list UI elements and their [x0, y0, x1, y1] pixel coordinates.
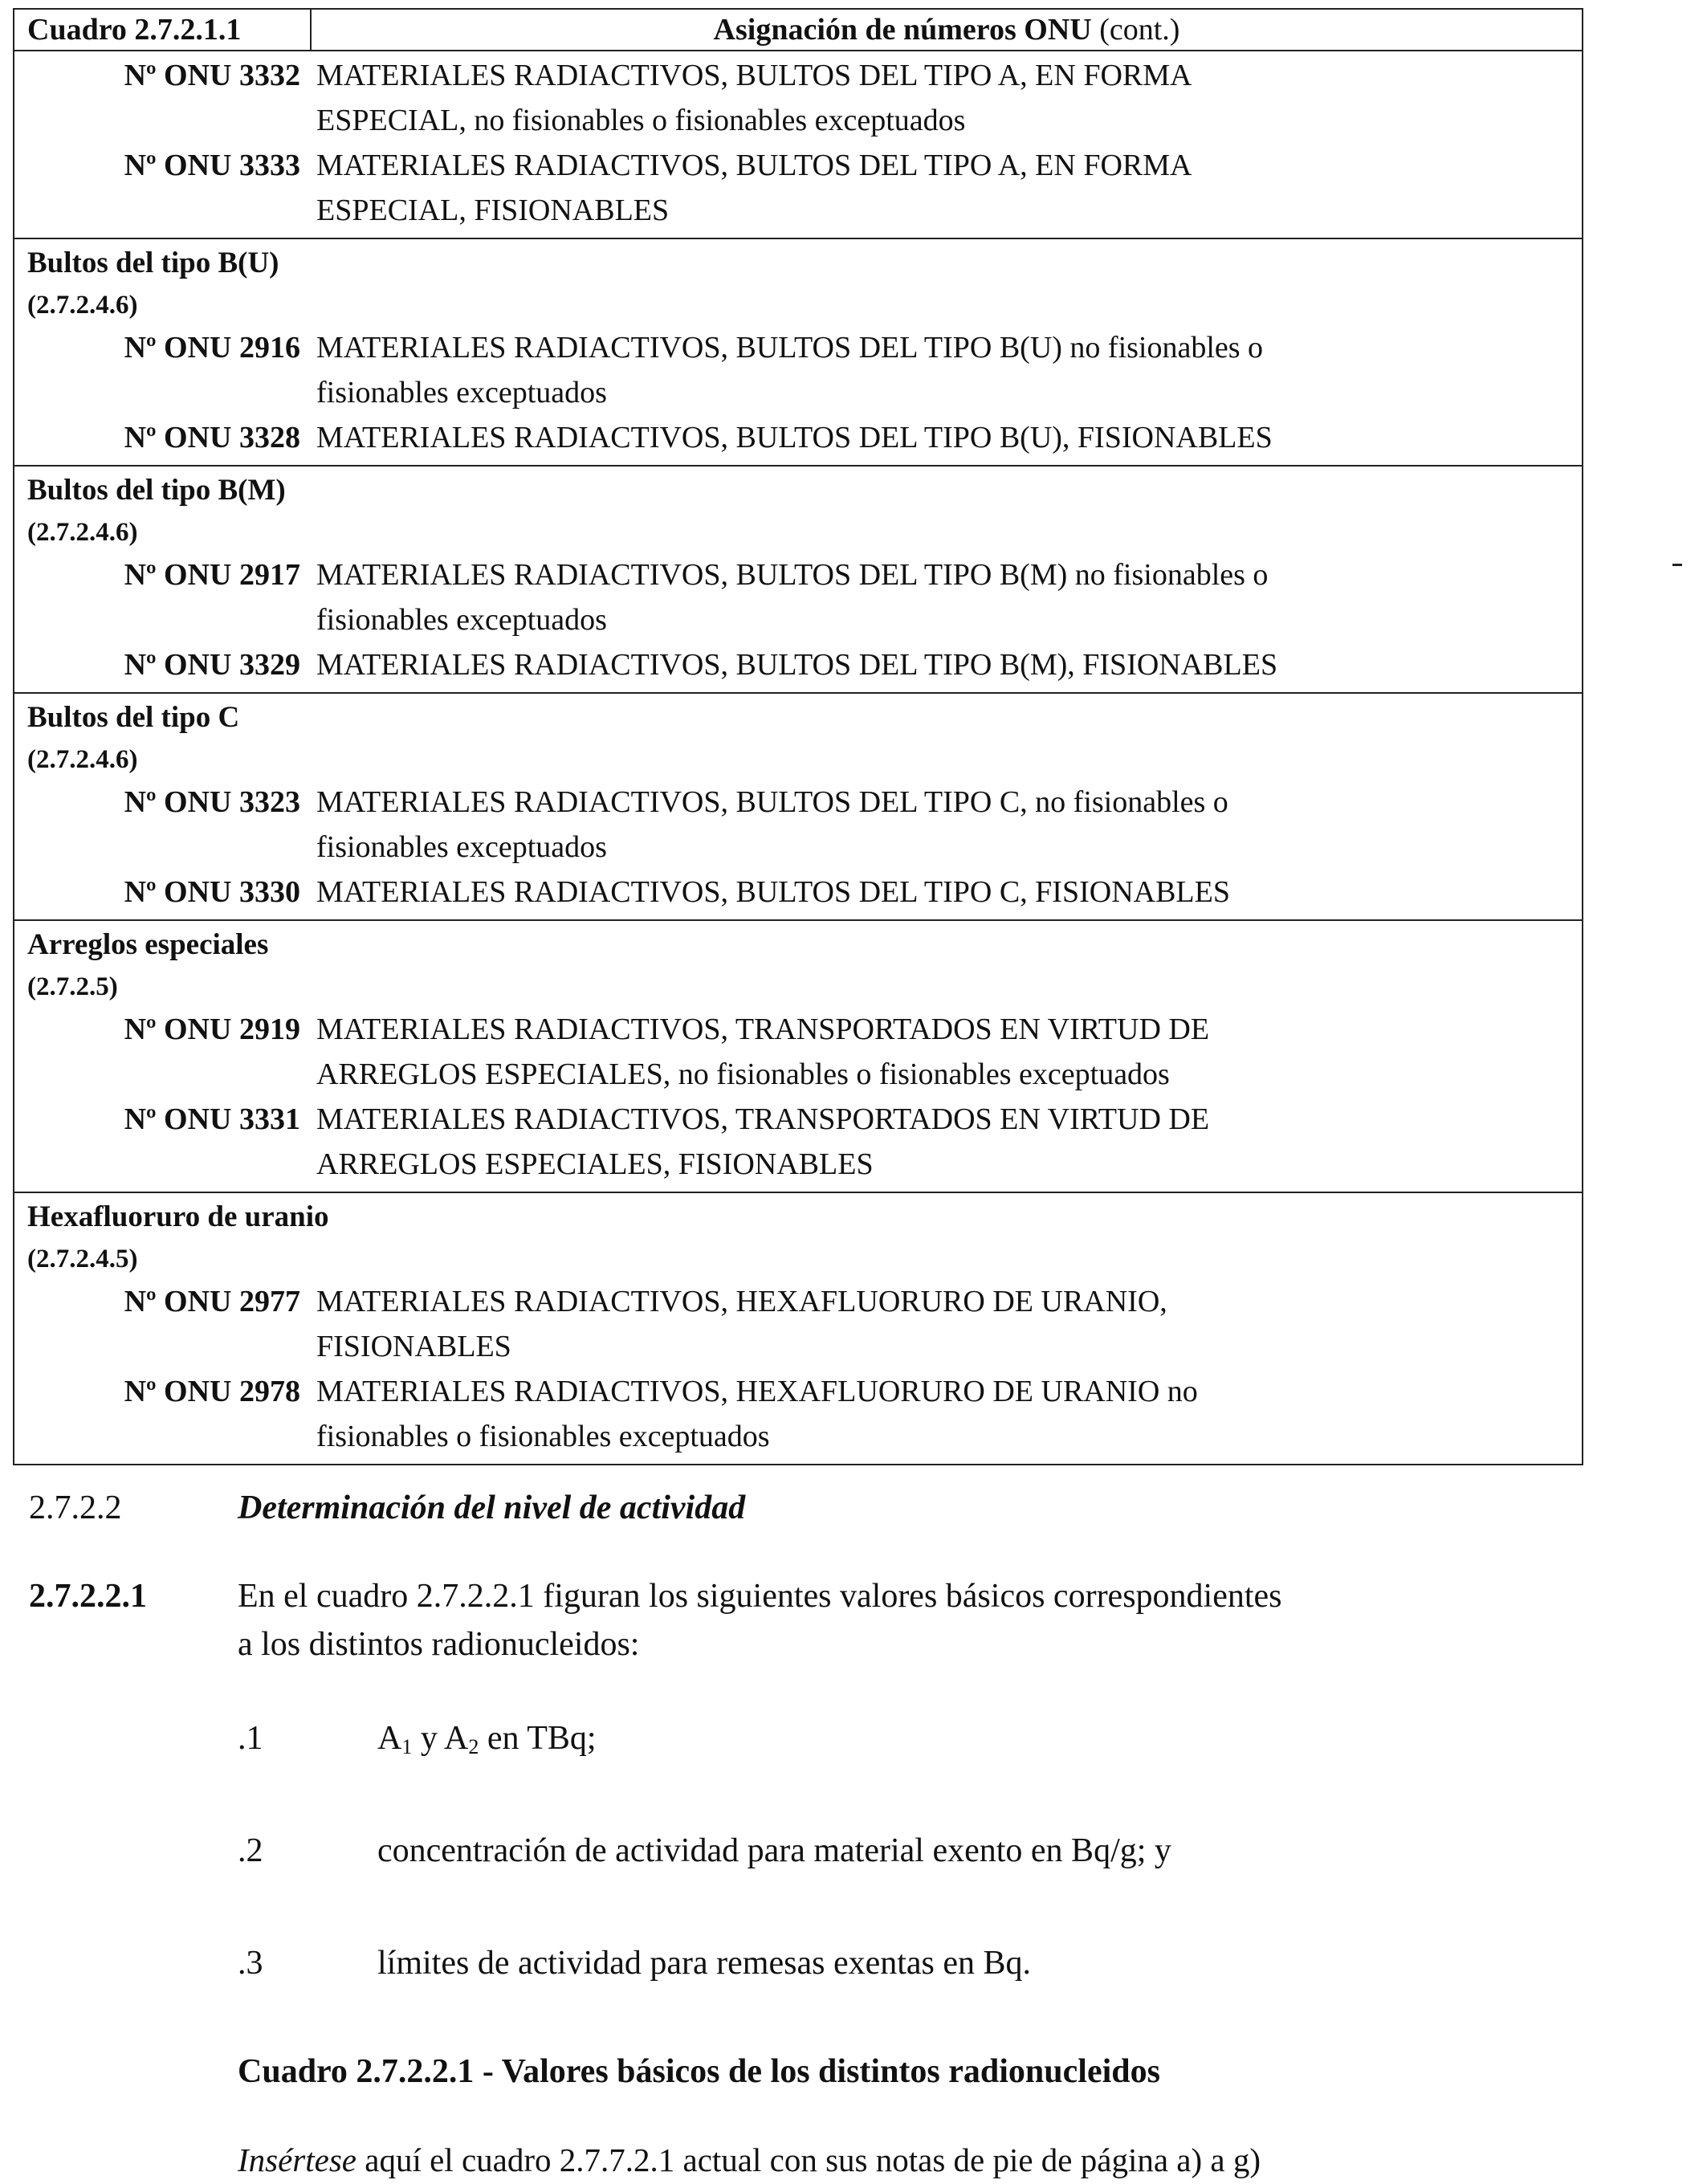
- a-symbol: y A: [412, 1720, 469, 1757]
- un-number: Nº ONU 2977: [124, 1285, 300, 1318]
- table-section: [14, 51, 1582, 239]
- insert-note: [238, 2136, 1261, 2184]
- entry-description: [316, 642, 1582, 687]
- table-section: [14, 694, 1582, 921]
- section-heading: Bultos del tipo B(M): [27, 474, 286, 507]
- description-line: MATERIALES RADIACTIVOS, BULTOS DEL TIPO B(M) no fisionables o: [316, 558, 1269, 592]
- subscript: 2: [468, 1735, 479, 1758]
- insert-note-italic: Insértese: [238, 2141, 357, 2178]
- un-number: Nº ONU 2978: [124, 1375, 300, 1408]
- entry-description: [316, 143, 1582, 233]
- section-title: Determinación del nivel de actividad: [238, 1489, 746, 1526]
- section-reference: (2.7.2.4.6): [27, 518, 138, 547]
- entry-description: [316, 1097, 1582, 1187]
- list-item-number: .3: [238, 1945, 263, 1982]
- entry-description: [316, 53, 1582, 143]
- un-number: Nº ONU 3330: [124, 875, 300, 909]
- description-line: MATERIALES RADIACTIVOS, BULTOS DEL TIPO B(U), FISIONABLES: [316, 421, 1273, 454]
- table-row: [14, 53, 1582, 143]
- insert-note-text: aquí el cuadro 2.7.7.2.1 actual con sus notas de pie de página a) a g): [356, 2141, 1261, 2178]
- unit-text: en TBq;: [479, 1720, 597, 1757]
- description-line: FISIONABLES: [316, 1330, 511, 1363]
- list-item-number: .1: [238, 1720, 263, 1757]
- description-line: ARREGLOS ESPECIALES, no fisionables o fisionables exceptuados: [316, 1057, 1170, 1091]
- description-line: ARREGLOS ESPECIALES, FISIONABLES: [316, 1147, 874, 1181]
- description-line: fisionables exceptuados: [316, 830, 607, 864]
- description-line: MATERIALES RADIACTIVOS, HEXAFLUORURO DE URANIO no: [316, 1375, 1198, 1408]
- subscript: 1: [401, 1735, 413, 1758]
- table-section: [14, 1193, 1582, 1464]
- paragraph-line: a los distintos radionucleidos:: [238, 1626, 640, 1663]
- paragraph-body: [238, 1572, 1587, 1669]
- description-line: fisionables exceptuados: [316, 376, 607, 410]
- entry-description: [316, 1007, 1582, 1097]
- un-number-table: [13, 8, 1583, 1465]
- description-line: MATERIALES RADIACTIVOS, BULTOS DEL TIPO A, EN FORMA: [316, 149, 1192, 182]
- un-number: Nº ONU 2917: [124, 558, 300, 592]
- entry-description: [316, 552, 1582, 642]
- table-title: [312, 10, 1582, 50]
- entry-description: [316, 1279, 1582, 1369]
- list-item-text: [377, 1714, 597, 1771]
- description-line: MATERIALES RADIACTIVOS, HEXAFLUORURO DE URANIO,: [316, 1285, 1167, 1318]
- un-number: Nº ONU 2916: [124, 331, 300, 365]
- table-row: [14, 143, 1582, 233]
- section-number: 2.7.2.2: [29, 1489, 122, 1526]
- un-number: Nº ONU 3328: [124, 421, 300, 454]
- table-row: [14, 780, 1582, 870]
- table-section: [14, 239, 1582, 467]
- table-title-bold: Asignación de números ONU: [713, 13, 1092, 47]
- table-row: [14, 1279, 1582, 1369]
- table-section: [14, 467, 1582, 694]
- description-line: ESPECIAL, no fisionables o fisionables exceptuados: [316, 104, 966, 137]
- a-symbol: A: [377, 1720, 402, 1757]
- table-body: [14, 51, 1582, 1464]
- table-row: [14, 415, 1582, 460]
- section-reference: (2.7.2.4.6): [27, 745, 138, 774]
- table-row: [14, 552, 1582, 642]
- table-row: [14, 870, 1582, 915]
- description-line: MATERIALES RADIACTIVOS, BULTOS DEL TIPO C, no fisionables o: [316, 785, 1228, 819]
- entry-description: [316, 780, 1582, 870]
- description-line: MATERIALES RADIACTIVOS, BULTOS DEL TIPO B(M), FISIONABLES: [316, 648, 1278, 682]
- paragraph-number: 2.7.2.2.1: [29, 1578, 147, 1615]
- table-row: [14, 1369, 1582, 1459]
- table-header: [14, 10, 1582, 51]
- description-line: MATERIALES RADIACTIVOS, BULTOS DEL TIPO B(U) no fisionables o: [316, 331, 1264, 365]
- table-row: [14, 642, 1582, 687]
- section-reference: (2.7.2.4.5): [27, 1245, 138, 1273]
- section-reference: (2.7.2.4.6): [27, 291, 138, 320]
- description-line: MATERIALES RADIACTIVOS, BULTOS DEL TIPO A, EN FORMA: [316, 59, 1192, 92]
- section-heading: Bultos del tipo C: [27, 701, 240, 734]
- un-number: Nº ONU 3331: [124, 1102, 300, 1136]
- table-row: [14, 325, 1582, 415]
- un-number: Nº ONU 3332: [124, 59, 300, 92]
- description-line: MATERIALES RADIACTIVOS, BULTOS DEL TIPO C, FISIONABLES: [316, 875, 1230, 909]
- section-heading: Bultos del tipo B(U): [27, 247, 279, 279]
- section-heading: Arreglos especiales: [27, 928, 269, 961]
- description-line: fisionables exceptuados: [316, 603, 607, 637]
- un-number: Nº ONU 3323: [124, 785, 300, 819]
- table-section: [14, 921, 1582, 1193]
- entry-description: [316, 415, 1582, 460]
- entry-description: [316, 1369, 1582, 1459]
- table-title-cont: (cont.): [1091, 13, 1180, 47]
- description-line: MATERIALES RADIACTIVOS, TRANSPORTADOS EN VIRTUD DE: [316, 1102, 1210, 1136]
- scan-mark: [1672, 564, 1682, 566]
- section-heading: Hexafluoruro de uranio: [27, 1200, 329, 1233]
- entry-description: [316, 325, 1582, 415]
- paragraph-line: En el cuadro 2.7.2.2.1 figuran los siguientes valores básicos correspondientes: [238, 1578, 1282, 1615]
- section-reference: (2.7.2.5): [27, 972, 118, 1001]
- description-line: MATERIALES RADIACTIVOS, TRANSPORTADOS EN VIRTUD DE: [316, 1013, 1210, 1046]
- list-item-text: concentración de actividad para material exento en Bq/g; y: [377, 1832, 1171, 1869]
- list-item-text: límites de actividad para remesas exentas en Bq.: [377, 1945, 1032, 1982]
- table-row: [14, 1007, 1582, 1097]
- un-number: Nº ONU 3329: [124, 648, 300, 682]
- table-caption: Cuadro 2.7.2.2.1 - Valores básicos de los distintos radionucleidos: [238, 2053, 1160, 2090]
- table-row: [14, 1097, 1582, 1187]
- description-line: fisionables o fisionables exceptuados: [316, 1420, 770, 1453]
- table-number: Cuadro 2.7.2.1.1: [14, 10, 312, 50]
- un-number: Nº ONU 2919: [124, 1013, 300, 1046]
- description-line: ESPECIAL, FISIONABLES: [316, 194, 670, 227]
- un-number: Nº ONU 3333: [124, 149, 300, 182]
- list-item-number: .2: [238, 1832, 263, 1869]
- entry-description: [316, 870, 1582, 915]
